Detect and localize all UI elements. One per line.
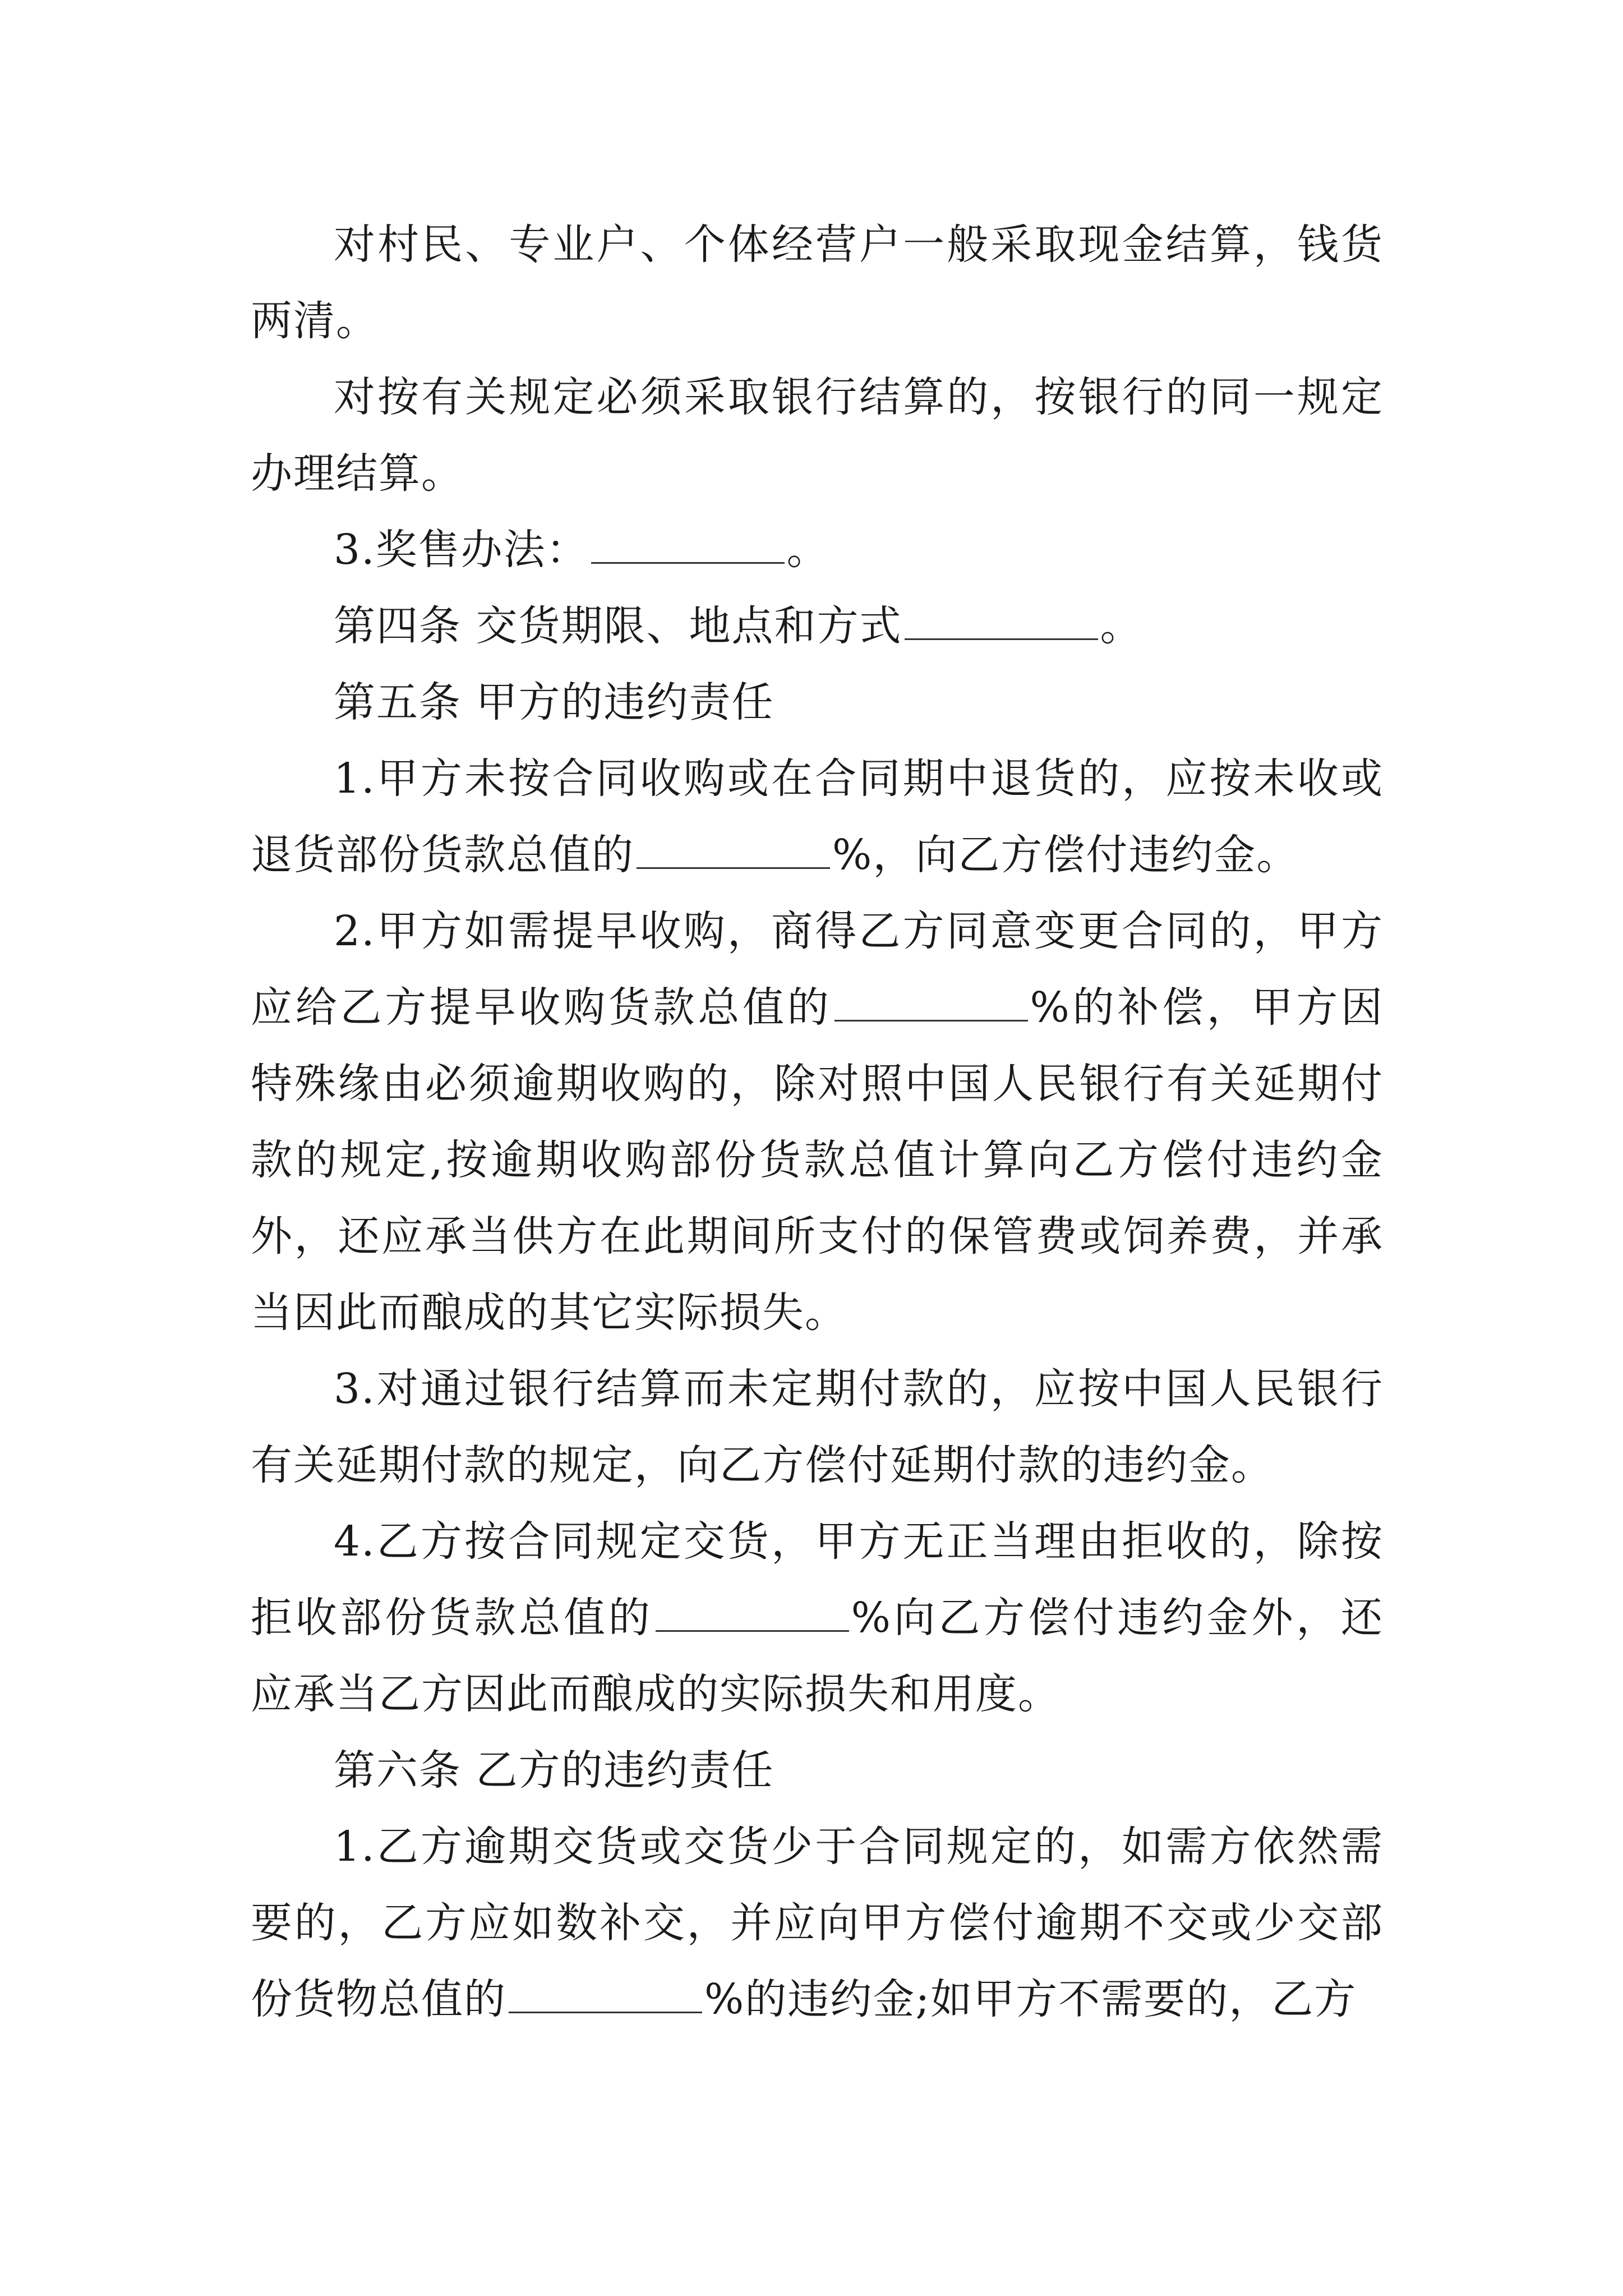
paragraph-text: 4.乙方按合同规定交货，甲方无正当理由拒收的，除按拒收部份货款总值的 [251, 1517, 1384, 1642]
paragraph-text: 3.奖售办法： [334, 526, 589, 574]
fill-in-blank [591, 524, 785, 564]
paragraph-text: 第五条 甲方的违约责任 [334, 678, 774, 726]
paragraph-text: 3.对通过银行结算而未定期付款的，应按中国人民银行有关延期付款的规定，向乙方偿付延期付款的违约金。 [251, 1365, 1384, 1489]
paragraph-p2 [251, 359, 1384, 512]
paragraph-p10 [251, 1732, 1384, 1809]
paragraph-text: %的违约金;如甲方不需要的，乙方 [704, 1975, 1357, 2023]
paragraph-text: 对按有关规定必须采取银行结算的，按银行的同一规定办理结算。 [251, 373, 1384, 498]
paragraph-p11 [251, 1809, 1384, 2037]
paragraph-p9 [251, 1503, 1384, 1732]
paragraph-text: 第六条 乙方的违约责任 [334, 1746, 774, 1795]
paragraph-p8 [251, 1351, 1384, 1503]
paragraph-text: 第四条 交货期限、地点和方式 [334, 602, 902, 650]
paragraph-p7 [251, 893, 1384, 1351]
paragraph-p6 [251, 740, 1384, 893]
paragraph-text: 。 [786, 526, 829, 574]
paragraph-p1 [251, 206, 1384, 359]
paragraph-text: 1.甲方未按合同收购或在合同期中退货的，应按未收或退货部份货款总值的 [251, 754, 1384, 879]
fill-in-blank [834, 982, 1028, 1022]
fill-in-blank [656, 1592, 849, 1632]
fill-in-blank [637, 829, 830, 869]
paragraph-p3 [251, 512, 1384, 588]
paragraph-text: 2.甲方如需提早收购，商得乙方同意变更合同的，甲方应给乙方提早收购货款总值的 [251, 907, 1384, 1032]
paragraph-text: 对村民、专业户、个体经营户一般采取现金结算，钱货两清。 [251, 220, 1384, 345]
paragraph-text: %，向乙方偿付违约金。 [832, 831, 1299, 879]
paragraph-text: 。 [1100, 602, 1143, 650]
fill-in-blank [905, 600, 1098, 640]
paragraph-text: %向乙方偿付违约金外，还应承当乙方因此而酿成的实际损失和用度。 [251, 1594, 1384, 1718]
document-body [251, 206, 1384, 2037]
paragraph-p5 [251, 664, 1384, 740]
paragraph-text: 1.乙方逾期交货或交货少于合同规定的，如需方依然需要的，乙方应如数补交，并应向甲方偿付逾期不交或少交部份货物总值的 [251, 1823, 1384, 2023]
fill-in-blank [509, 1973, 702, 2013]
paragraph-text: %的补偿，甲方因特殊缘由必须逾期收购的，除对照中国人民银行有关延期付款的规定,按逾期收购部份货款总值计算向乙方偿付违约金外，还应承当供方在此期间所支付的保管费或饲养费，并承当因此而酿成的其它实际损失。 [251, 983, 1384, 1337]
paragraph-p4 [251, 588, 1384, 664]
